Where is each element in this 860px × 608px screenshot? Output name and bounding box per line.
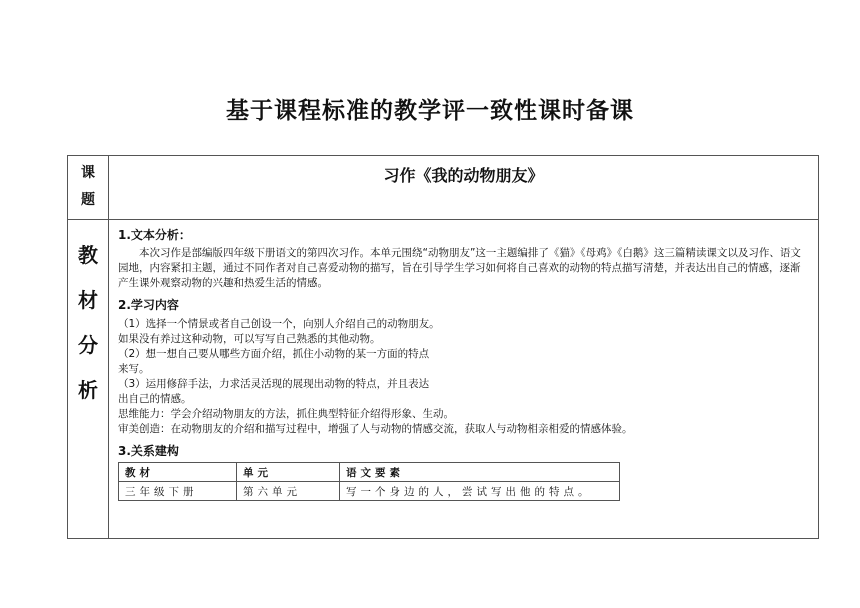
section-heading-learning-content: 2.学习内容 xyxy=(118,298,179,312)
analysis-label xyxy=(68,233,108,413)
section-heading-text-analysis: 1.文本分析： xyxy=(118,228,191,242)
relation-header-row xyxy=(119,463,620,482)
learning-content-line: （1）选择一个情景或者自己创设一个，向别人介绍自己的动物朋友。 xyxy=(118,318,440,330)
column-divider xyxy=(108,156,109,538)
learning-content-line: 来写。 xyxy=(118,363,150,375)
topic-label xyxy=(68,160,108,214)
learning-content-line: 思维能力：学会介绍动物朋友的方法，抓住典型特征介绍得形象、生动。 xyxy=(118,408,454,420)
relation-header-cell: 语文要素 xyxy=(340,463,620,482)
topic-label-char: 课 xyxy=(81,165,95,181)
analysis-label-char: 分 xyxy=(78,333,98,357)
lesson-plan-table xyxy=(67,155,819,539)
relation-header-cell: 教材 xyxy=(119,463,237,482)
learning-content-line: 如果没有养过这种动物，可以写写自己熟悉的其他动物。 xyxy=(118,333,381,345)
section-heading-relation: 3.关系建构 xyxy=(118,444,179,458)
row-divider xyxy=(68,219,818,220)
relation-cell: 写一个身边的人，尝试写出他的特点。 xyxy=(340,482,620,501)
analysis-label-char: 析 xyxy=(78,378,98,402)
text-analysis-paragraph: 本次习作是部编版四年级下册语文的第四次习作。本单元围绕“动物朋友”这一主题编排了《猫》《母鸡》《白鹅》这三篇精读课文以及习作、语文园地，内容紧扣主题，通过不同作者对自己喜爱动物的描写，旨在引导学生学习如何将自己喜欢的动物的特点描写清楚，并表达出自己的情感，逐渐产生课外观察动物的兴趣和热爱生活的情感。 xyxy=(118,247,801,289)
relation-header-cell: 单元 xyxy=(237,463,340,482)
relation-cell: 三年级下册 xyxy=(119,482,237,501)
learning-content-line: 出自己的情感。 xyxy=(118,393,192,405)
relation-table xyxy=(118,462,620,501)
topic-label-char: 题 xyxy=(81,192,95,208)
learning-content-list xyxy=(118,317,810,437)
learning-content-line: 审美创造：在动物朋友的介绍和描写过程中，增强了人与动物的情感交流，获取人与动物相亲相爱的情感体验。 xyxy=(118,423,633,435)
relation-row xyxy=(119,482,620,501)
learning-content-line: （3）运用修辞手法，力求活灵活现的展现出动物的特点，并且表达 xyxy=(118,378,430,390)
analysis-content xyxy=(118,226,810,501)
analysis-label-char: 教 xyxy=(78,243,98,267)
lesson-title: 习作《我的动物朋友》 xyxy=(383,166,544,185)
learning-content-line: （2）想一想自己要从哪些方面介绍，抓住小动物的某一方面的特点 xyxy=(118,348,430,360)
analysis-label-char: 材 xyxy=(78,288,98,312)
document-title: 基于课程标准的教学评一致性课时备课 xyxy=(226,98,634,124)
relation-cell: 第六单元 xyxy=(237,482,340,501)
